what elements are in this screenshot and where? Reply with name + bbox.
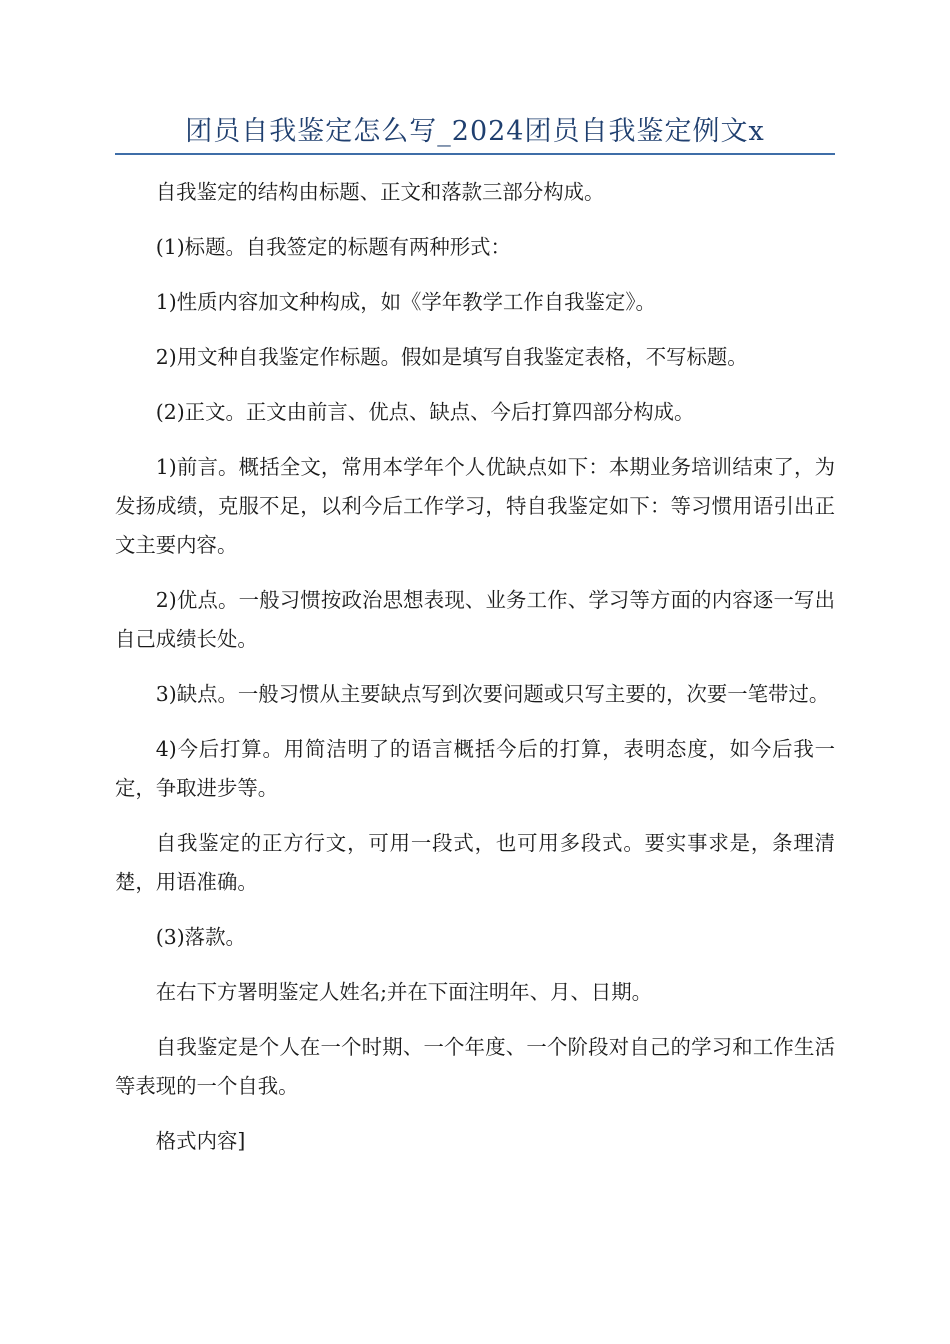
- paragraph: 3)缺点。一般习惯从主要缺点写到次要问题或只写主要的，次要一笔带过。: [155, 682, 830, 706]
- paragraph: 1)前言。概括全文，常用本学年个人优缺点如下：本期业务培训结束了，为发扬成绩，克服不足，以利今后工作学习，特自我鉴定如下：等习惯用语引出正文主要内容。: [115, 455, 835, 557]
- paragraph: (3)落款。: [155, 925, 246, 949]
- paragraph: 自我鉴定是个人在一个时期、一个年度、一个阶段对自己的学习和工作生活等表现的一个自我。: [115, 1035, 835, 1098]
- paragraph: 1)性质内容加文种构成，如《学年教学工作自我鉴定》。: [155, 290, 656, 314]
- paragraph: 自我鉴定的正方行文，可用一段式，也可用多段式。要实事求是，条理清楚，用语准确。: [115, 831, 835, 894]
- paragraph: (2)正文。正文由前言、优点、缺点、今后打算四部分构成。: [155, 400, 695, 424]
- paragraph: 2)用文种自我鉴定作标题。假如是填写自我鉴定表格，不写标题。: [155, 345, 748, 369]
- document-body: [115, 173, 835, 1177]
- paragraph: 2)优点。一般习惯按政治思想表现、业务工作、学习等方面的内容逐一写出自己成绩长处。: [115, 588, 835, 651]
- paragraph: 格式内容]: [155, 1129, 246, 1153]
- title-underline: [115, 153, 835, 155]
- document-title: 团员自我鉴定怎么写_2024团员自我鉴定例文x: [185, 116, 765, 147]
- paragraph: 4)今后打算。用简洁明了的语言概括今后的打算，表明态度，如今后我一定，争取进步等。: [115, 737, 835, 800]
- paragraph: 自我鉴定的结构由标题、正文和落款三部分构成。: [155, 180, 605, 204]
- paragraph: 在右下方署明鉴定人姓名;并在下面注明年、月、日期。: [155, 980, 653, 1004]
- paragraph: (1)标题。自我签定的标题有两种形式：: [155, 235, 511, 259]
